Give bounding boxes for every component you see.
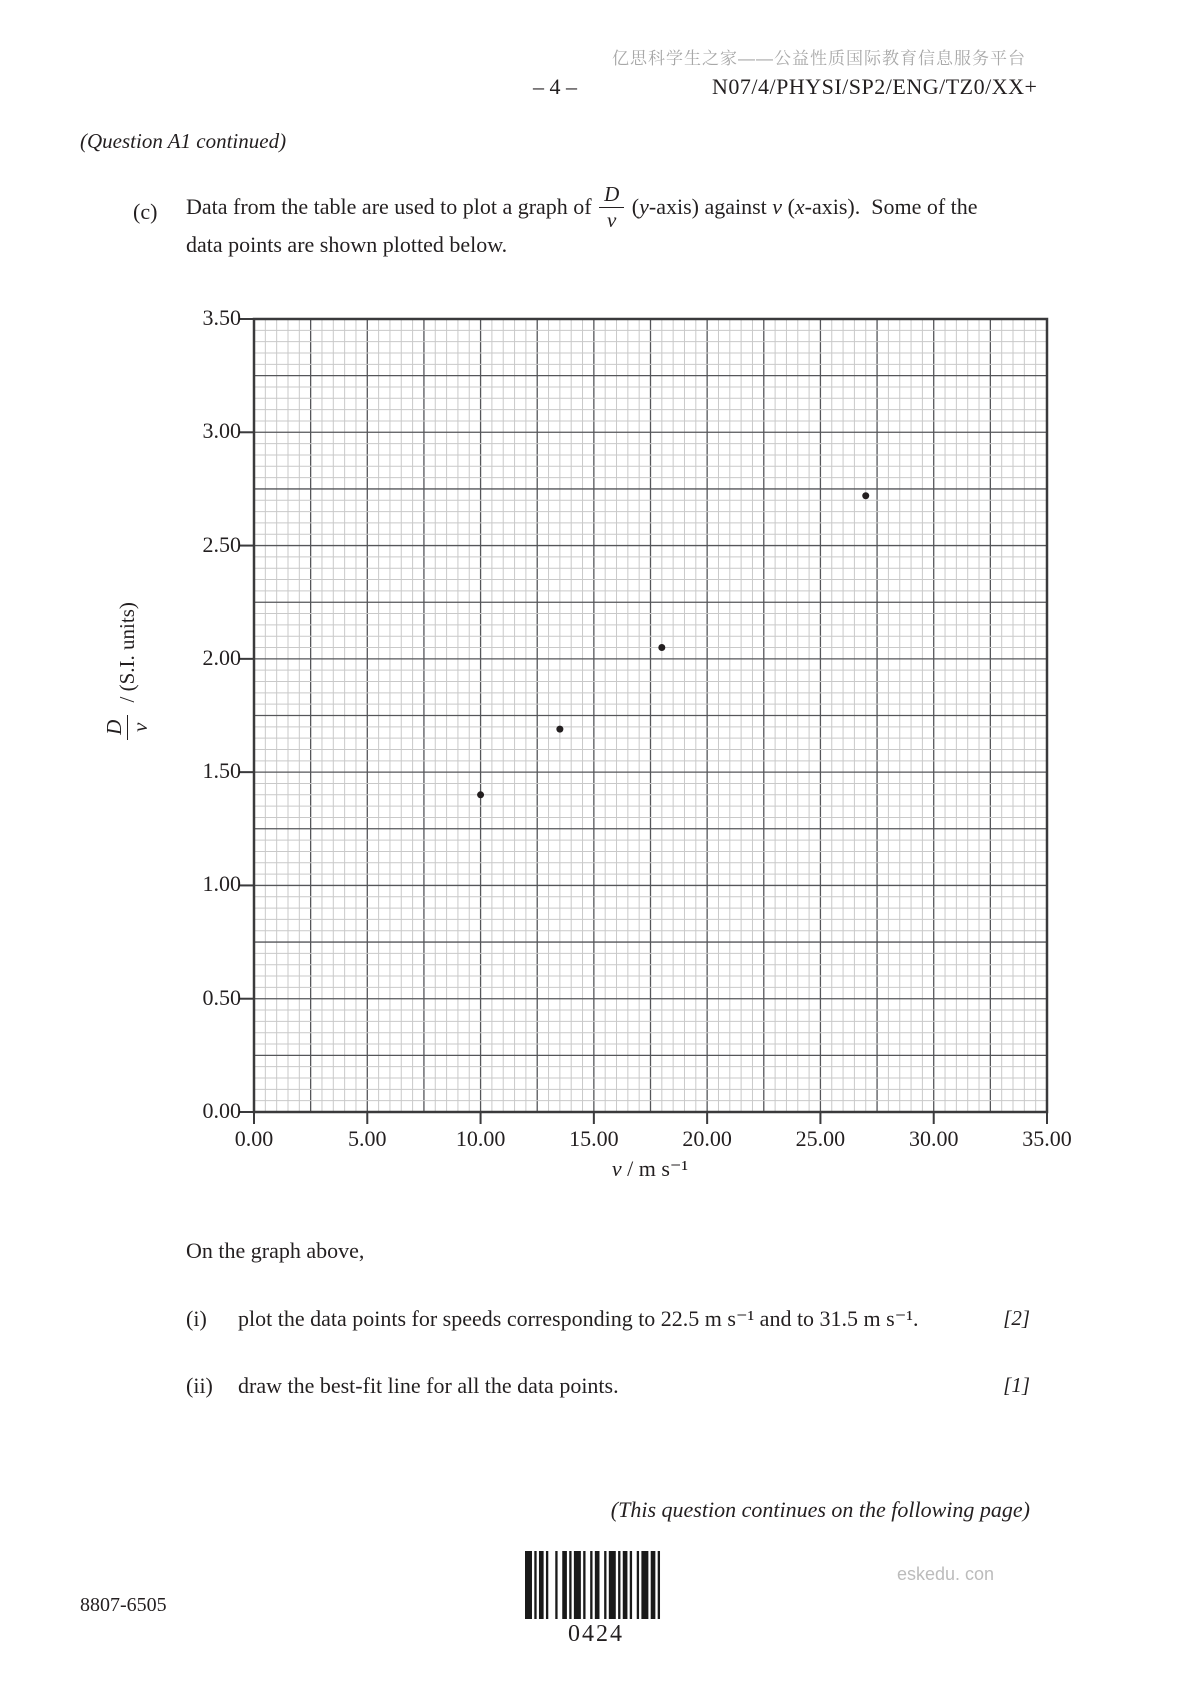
- y-tick-label: 1.00: [202, 871, 241, 897]
- inline-fraction: $\frac{D}{v}$: [599, 183, 624, 231]
- item-ii-label: (ii): [186, 1373, 213, 1398]
- question-continued-note: (Question A1 continued): [80, 129, 287, 153]
- y-axis-fraction: D v: [103, 715, 151, 740]
- continues-note: (This question continues on the following page): [610, 1497, 1030, 1522]
- x-tick-label: 20.00: [682, 1126, 732, 1151]
- x-tick-label: 10.00: [455, 1126, 506, 1151]
- header-watermark-text: 亿思科学生之家——公益性质国际教育信息服务平台: [612, 49, 1026, 68]
- y-tick-label: 2.50: [202, 531, 241, 557]
- y-tick-label: 0.00: [202, 1098, 241, 1123]
- data-point: [556, 726, 563, 733]
- part-c-line2: data points are shown plotted below.: [186, 232, 508, 257]
- x-axis-title: v / m s⁻¹: [611, 1156, 689, 1181]
- y-axis-units: / (S.I. units): [114, 602, 139, 708]
- item-i-marks: [2]: [1003, 1306, 1030, 1330]
- part-c-line1: Data from the table are used to plot a graph of $\frac{D}{v}$ ( y -axis) against v ( x -axis). Some of the: [186, 181, 978, 232]
- data-point: [658, 644, 665, 651]
- item-i-label: (i): [186, 1306, 207, 1331]
- y-tick-label: 2.00: [202, 644, 241, 670]
- y-tick-label: 3.50: [202, 305, 241, 330]
- item-ii-marks: [1]: [1003, 1373, 1030, 1397]
- y-tick-label: 1.50: [202, 758, 241, 784]
- part-c-text: [186, 183, 1046, 258]
- y-tick-label: 3.00: [202, 418, 241, 444]
- graph-plot-area: [238, 316, 1050, 1128]
- site-watermark: eskedu. con: [897, 1564, 995, 1584]
- instruction-intro: On the graph above,: [186, 1238, 365, 1263]
- y-axis-title: [97, 552, 157, 792]
- x-tick-label: 35.00: [1022, 1126, 1072, 1151]
- data-point: [477, 791, 484, 798]
- item-i-text: plot the data points for speeds corresponding to 22.5 m s⁻¹ and to 31.5 m s⁻¹.: [238, 1306, 919, 1331]
- document-number: 8807-6505: [80, 1594, 167, 1616]
- x-tick-label: 25.00: [795, 1126, 846, 1151]
- x-tick-label: 5.00: [348, 1126, 387, 1151]
- barcode: [525, 1551, 667, 1619]
- data-point: [862, 492, 869, 499]
- x-tick-label: 30.00: [908, 1126, 959, 1151]
- exam-code: N07/4/PHYSI/SP2/ENG/TZ0/XX+: [712, 74, 1038, 99]
- x-tick-label: 0.00: [234, 1126, 274, 1151]
- part-c-label: (c): [133, 199, 158, 224]
- page-number: – 4 –: [533, 74, 577, 99]
- y-tick-label: 0.50: [202, 984, 241, 1010]
- x-tick-label: 15.00: [569, 1126, 619, 1151]
- barcode-text: 0424: [568, 1621, 624, 1647]
- item-ii-text: draw the best-fit line for all the data points.: [238, 1373, 619, 1398]
